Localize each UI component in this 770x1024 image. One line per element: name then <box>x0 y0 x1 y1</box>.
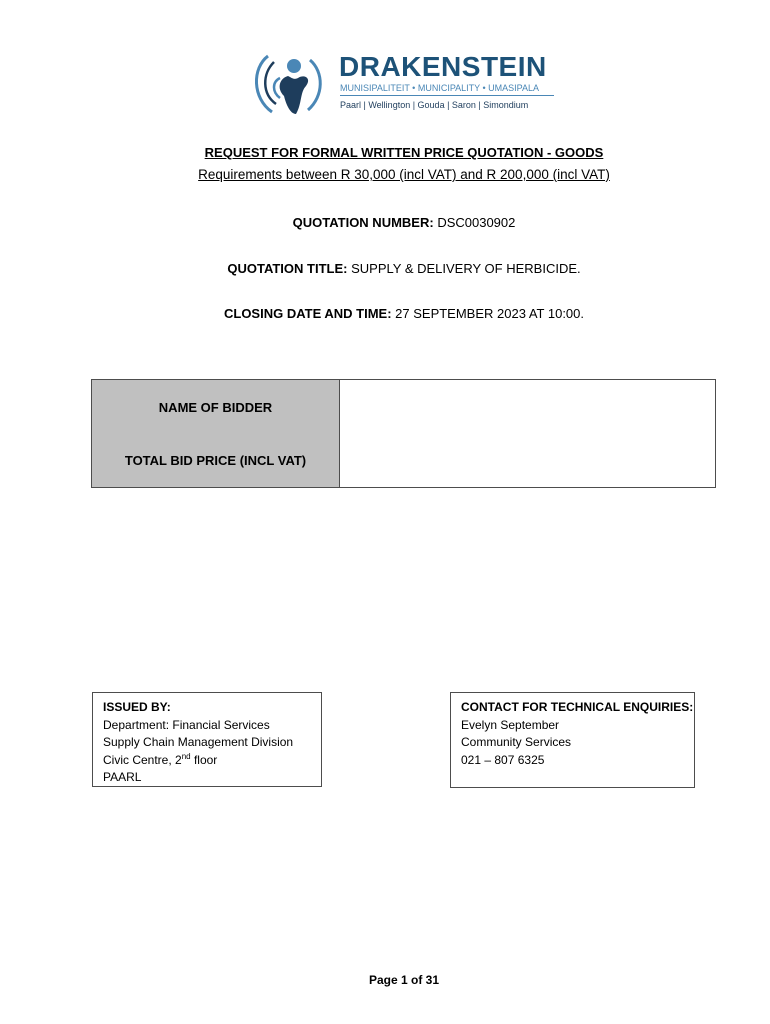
quotation-title-line <box>0 261 770 277</box>
contact-phone: 021 – 807 6325 <box>461 752 545 767</box>
page-prefix: Page <box>368 973 401 987</box>
page-current: 1 <box>400 973 408 987</box>
drakenstein-logo <box>250 48 560 118</box>
issued-by-department: Department: Financial Services <box>103 717 270 732</box>
logo-divider <box>340 95 554 96</box>
issued-by-heading: ISSUED BY: <box>103 700 171 714</box>
quotation-title-label: QUOTATION TITLE: <box>227 261 348 276</box>
issued-by-box <box>92 692 322 787</box>
drakenstein-figure-emblem-icon <box>250 48 330 118</box>
bid-price-label: TOTAL BID PRICE (INCL VAT) <box>92 434 340 487</box>
technical-contact-box <box>450 692 695 788</box>
bid-price-row <box>92 434 715 487</box>
logo-name: DRAKENSTEIN <box>339 51 547 82</box>
closing-date-label: CLOSING DATE AND TIME: <box>223 306 392 321</box>
location-suffix: floor <box>190 752 218 767</box>
contact-heading: CONTACT FOR TECHNICAL ENQUIRIES: <box>461 700 694 714</box>
quotation-number-line <box>0 215 770 231</box>
bid-price-field[interactable] <box>340 434 715 487</box>
page-number <box>0 972 770 988</box>
logo-towns: Paarl | Wellington | Gouda | Saron | Simondium <box>340 100 529 110</box>
quotation-number-value: DSC0030902 <box>437 215 516 230</box>
contact-department: Community Services <box>461 735 572 749</box>
page-of: of <box>407 973 426 987</box>
closing-date-value: 27 SEPTEMBER 2023 AT 10:00. <box>395 306 585 321</box>
bidder-table <box>91 379 716 488</box>
quotation-number-label: QUOTATION NUMBER: <box>292 215 434 230</box>
closing-date-line <box>0 306 770 322</box>
page-total: 31 <box>425 973 440 987</box>
issued-by-location <box>103 752 311 770</box>
quotation-title-value: SUPPLY & DELIVERY OF HERBICIDE. <box>351 261 581 276</box>
bidder-name-field[interactable] <box>340 380 715 434</box>
bidder-name-row <box>92 380 715 435</box>
issued-by-city: PAARL <box>103 770 142 784</box>
issued-by-division: Supply Chain Management Division <box>103 735 294 749</box>
location-ordinal: nd <box>181 751 191 761</box>
bidder-name-label: NAME OF BIDDER <box>92 380 340 434</box>
location-prefix: Civic Centre, 2 <box>103 752 182 767</box>
document-subtitle: Requirements between R 30,000 (incl VAT) and R 200,000 (incl VAT) <box>198 167 610 182</box>
logo-subtitle: MUNISIPALITEIT • MUNICIPALITY • UMASIPALA <box>340 83 540 93</box>
document-title: REQUEST FOR FORMAL WRITTEN PRICE QUOTATION - GOODS <box>204 145 604 160</box>
contact-name: Evelyn September <box>461 717 560 732</box>
